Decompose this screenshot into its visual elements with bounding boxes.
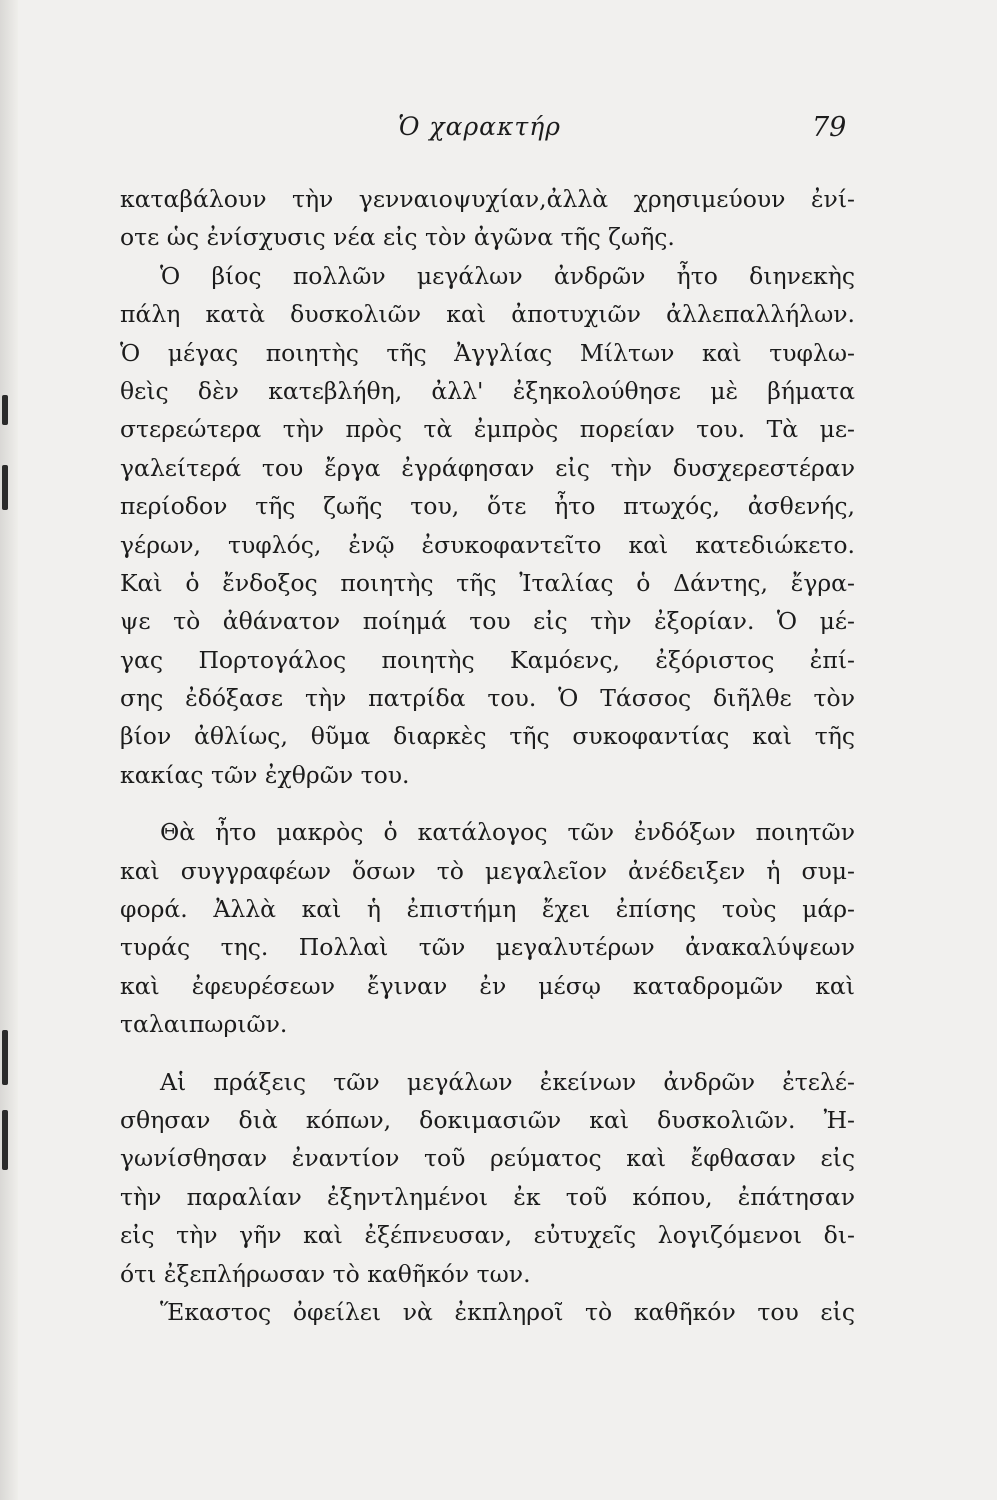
text-line: Θὰ ἦτο μακρὸς ὁ κατάλογος τῶν ἐνδόξων ποιητῶν [160,818,855,847]
text-line: γωνίσθησαν ἐναντίον τοῦ ρεύματος καὶ ἔφθασαν εἰς [120,1144,855,1173]
paragraph-gap [120,794,855,813]
text-line: στερεώτερα τὴν πρὸς τὰ ἐμπρὸς πορείαν του. Τὰ με- [120,415,855,444]
running-title: Ὁ χαρακτήρ [398,112,561,141]
text-line: φορά. Ἀλλὰ καὶ ἡ ἐπιστήμη ἔχει ἐπίσης τοὺς μάρ- [120,895,855,924]
text-line: Ὁ βίος πολλῶν μεγάλων ἀνδρῶν ἦτο διηνεκὴς [160,261,855,290]
text-line: καὶ συγγραφέων ὅσων τὸ μεγαλεῖον ἀνέδειξεν ἡ συμ- [120,856,855,885]
paragraph [120,813,855,1043]
text-line: γαλείτερά του ἔργα ἐγράφησαν εἰς τὴν δυσχερεστέραν [120,453,855,482]
paragraph [120,1063,855,1293]
text-line: Ὁ μέγας ποιητὴς τῆς Ἀγγλίας Μίλτων καὶ τυφλω- [120,338,855,367]
text-line: Καὶ ὁ ἔνδοξος ποιητὴς τῆς Ἰταλίας ὁ Δάντης, ἔγρα- [120,568,855,597]
text-line: σης ἐδόξασε τὴν πατρίδα του. Ὁ Τάσσος διῆλθε τὸν [120,684,855,713]
body-text [120,180,855,1331]
text-line: ότι ἐξεπλήρωσαν τὸ καθῆκόν των. [120,1259,531,1288]
text-line: περίοδον τῆς ζωῆς του, ὅτε ἦτο πτωχός, ἀσθενής, [120,492,855,521]
paragraph [120,1293,855,1331]
edge-mark [2,1030,8,1085]
text-line: εἰς τὴν γῆν καὶ ἐξέπνευσαν, εὐτυχεῖς λογιζόμενοι δι- [120,1221,855,1250]
text-line: τὴν παραλίαν ἐξηντλημένοι ἐκ τοῦ κόπου, ἐπάτησαν [120,1182,855,1211]
text-line: ψε τὸ ἀθάνατον ποίημά του εἰς τὴν ἐξορίαν. Ὁ μέ- [120,607,855,636]
text-line: σθησαν διὰ κόπων, δοκιμασιῶν καὶ δυσκολιῶν. Ἠ- [120,1105,855,1134]
paragraph-gap [120,1044,855,1063]
text-line: θεὶς δὲν κατεβλήθη, ἀλλ' ἐξηκολούθησε μὲ βήματα [120,376,855,405]
text-line: κακίας τῶν ἐχθρῶν του. [120,760,410,789]
text-line: βίον ἀθλίως, θῦμα διαρκὲς τῆς συκοφαντίας καὶ τῆς [120,722,855,751]
paragraph [120,257,855,794]
paragraph [120,180,855,257]
page-edge [0,0,18,1500]
page-header [0,112,997,152]
text-line: καὶ ἐφευρέσεων ἔγιναν ἐν μέσῳ καταδρομῶν καὶ [120,971,855,1000]
text-line: γέρων, τυφλός, ἐνῷ ἐσυκοφαντεῖτο καὶ κατεδιώκετο. [120,530,855,559]
text-line: τυράς της. Πολλαὶ τῶν μεγαλυτέρων ἀνακαλύψεων [120,933,855,962]
edge-mark [2,465,8,510]
text-line: οτε ὡς ἐνίσχυσις νέα εἰς τὸν ἀγῶνα τῆς ζωῆς. [120,223,675,252]
text-line: πάλη κατὰ δυσκολιῶν καὶ ἀποτυχιῶν ἀλλεπαλλήλων. [120,300,855,329]
edge-mark [2,395,8,425]
page-number: 79 [812,112,847,143]
text-line: γας Πορτογάλος ποιητὴς Καμόενς, ἐξόριστος ἐπί- [120,645,855,674]
text-line: καταβάλουν τὴν γενναιοψυχίαν,ἀλλὰ χρησιμεύουν ἐνί- [120,185,855,213]
text-line: Αἱ πράξεις τῶν μεγάλων ἐκείνων ἀνδρῶν ἐτελέ- [160,1067,855,1096]
text-line: ταλαιπωριῶν. [120,1010,288,1039]
edge-mark [2,1110,8,1170]
text-line: Ἕκαστος ὀφείλει νὰ ἐκπληροῖ τὸ καθῆκόν του εἰς [160,1297,855,1326]
